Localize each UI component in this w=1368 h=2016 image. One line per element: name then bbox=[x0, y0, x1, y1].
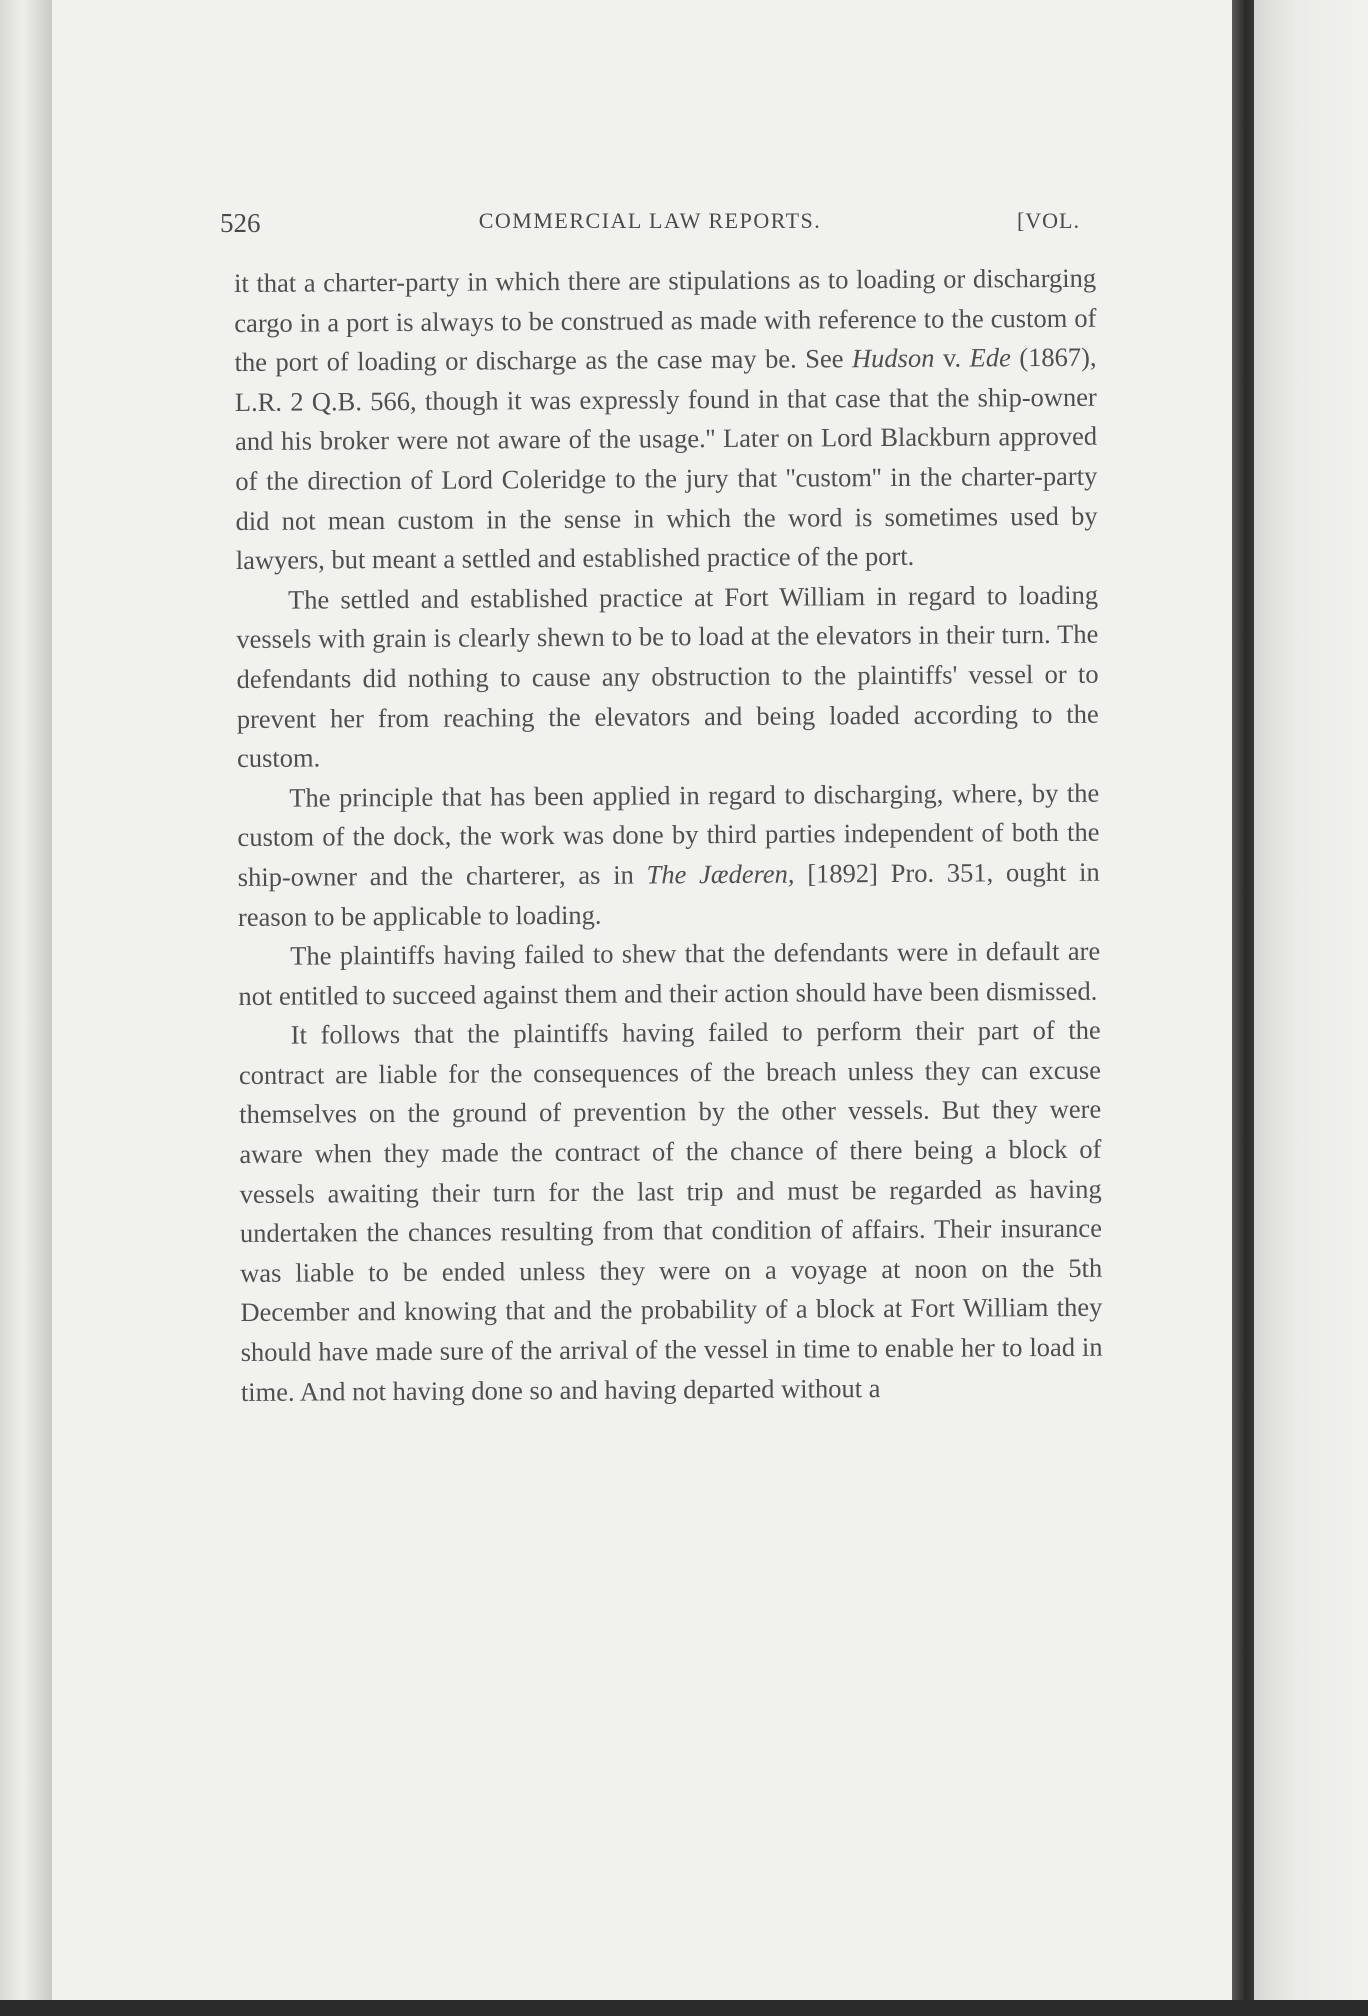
text-run: v. bbox=[934, 342, 970, 373]
case-name: Hudson bbox=[851, 342, 935, 374]
volume-label: [VOL. bbox=[1016, 208, 1080, 233]
paragraph-5: It follows that the plaintiffs having failed to perform their part of the contract are liable for the consequences of the breach unless they can excuse themselves on the ground of prevention by the other vessels. But they were aware when they made the contract of the chance of there being a block of vessels awaiting their turn for the last trip and must be regarded as having undertaken the chances resulting from that condition of affairs. Their insurance was liable to be ended unless they were on a voyage at noon on the 5th December and knowing that and the probability of a block at Fort William they should have made sure of the arrival of the vessel in time to enable her to load in time. And not having done so and having departed without a bbox=[238, 1015, 1103, 1407]
bottom-edge bbox=[0, 2000, 1368, 2016]
left-page-edge bbox=[0, 0, 52, 2016]
running-title: COMMERCIAL LAW REPORTS. bbox=[478, 208, 822, 233]
next-page-edge bbox=[1254, 0, 1368, 2000]
body-text bbox=[234, 259, 1103, 1412]
page-number: 526 bbox=[220, 208, 261, 238]
paragraph-3 bbox=[237, 773, 1100, 937]
text-run: (1867), L.R. 2 Q.B. 566, though it was expressly found in that case that the ship-owner and his broker were not aware of the usage.'' Later on Lord Blackburn approved of the direction of Lord Coleridge to the jury that ''custom'' in the charter-party did not mean custom in the sense in which the word is sometimes used by lawyers, but meant a settled and established practice of the port. bbox=[234, 341, 1098, 576]
text-run: [1892] Pro. 351, ought in reason to be applicable to loading. bbox=[237, 856, 1100, 932]
case-name: Ede bbox=[969, 342, 1011, 373]
paragraph-2: The settled and established practice at Fort William in regard to loading vessels with grain is clearly shewn to be to load at the elevators in their turn. The defendants did nothing to cause any obstruction to the plaintiffs' vessel or to prevent her from reaching the elevators and being loaded according to the custom. bbox=[236, 579, 1099, 774]
case-name: The Jæderen, bbox=[646, 858, 795, 890]
running-head bbox=[220, 204, 1080, 240]
text-run: The principle that has been applied in regard to discharging, where, by the custom of the dock, the work was done by third parties independent of both the ship-owner and the charterer, as in bbox=[237, 777, 1100, 892]
paragraph-1 bbox=[234, 259, 1098, 581]
text-run: it that a charter-party in which there are stipulations as to loading or discharging cargo in a port is always to be construed as made with reference to the custom of the port of loading or discharge as the case may be. See bbox=[234, 262, 1097, 378]
gutter-shadow bbox=[1232, 0, 1254, 2016]
paragraph-4: The plaintiffs having failed to shew that the defendants were in default are not entitled to succeed against them and their action should have been dismissed. bbox=[238, 935, 1101, 1011]
